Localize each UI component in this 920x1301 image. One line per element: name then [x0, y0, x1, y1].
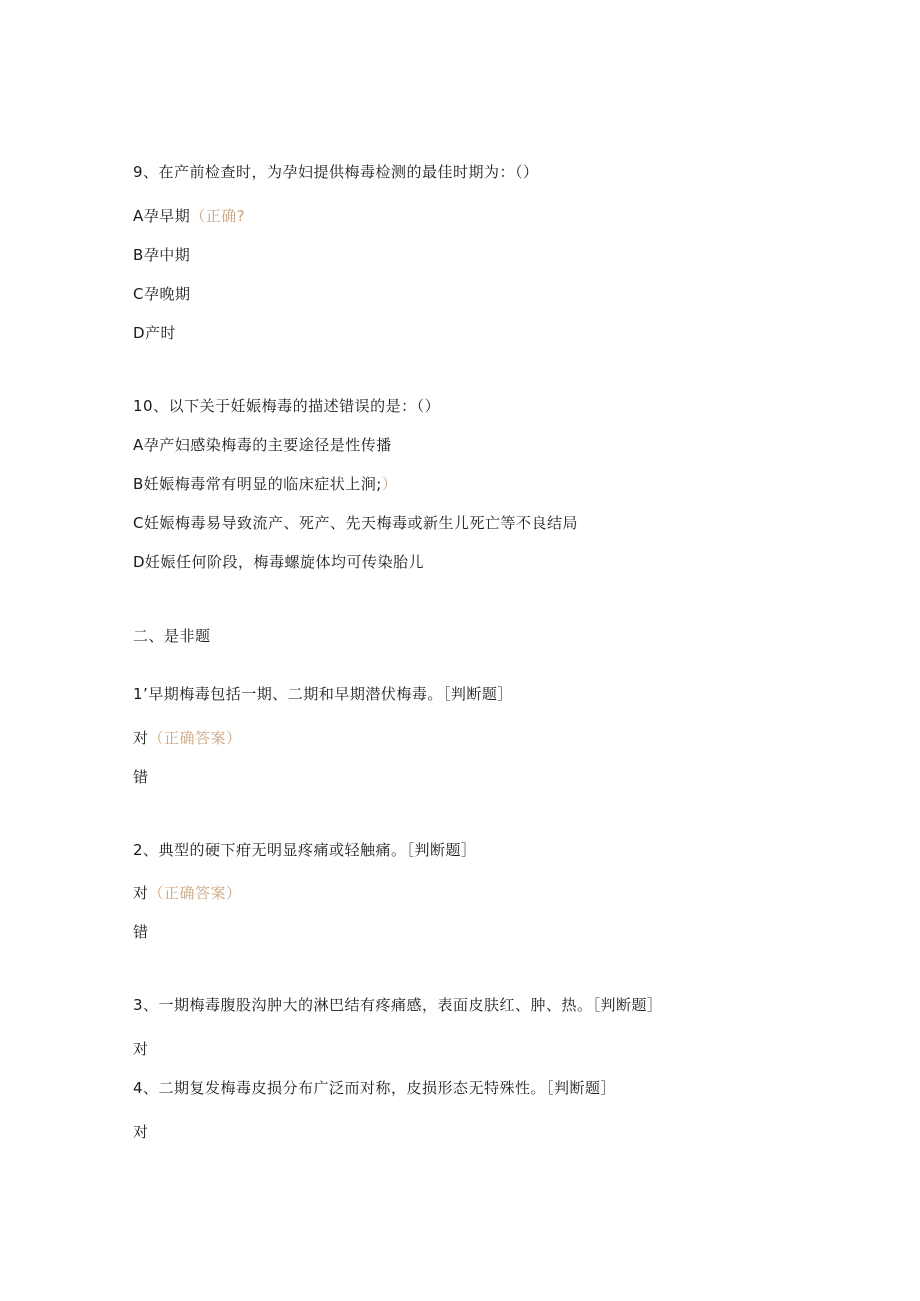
option-text: 错 [133, 768, 149, 786]
tf1-option-false [133, 767, 149, 787]
option-text: 对 [133, 729, 149, 747]
tf2-option-true [133, 883, 242, 903]
q9-option-d [133, 323, 176, 343]
option-text: A孕产妇感染梅毒的主要途径是性传播 [133, 436, 392, 454]
option-text: 错 [133, 923, 149, 941]
q9-option-c [133, 284, 190, 304]
tf-question-4-text: 4、二期复发梅毒皮损分布广泛而对称，皮损形态无特殊性。［判断题］ [133, 1079, 617, 1097]
tf-question-3-text: 3、一期梅毒腹股沟肿大的淋巴结有疼痛感，表面皮肤红、肿、热。［判断题］ [133, 996, 663, 1014]
option-text: D妊娠任何阶段，梅毒螺旋体均可传染胎儿 [133, 553, 425, 571]
option-text: 对 [133, 884, 149, 902]
option-text: D产时 [133, 324, 177, 342]
q10-option-a [133, 435, 392, 455]
option-text: C妊娠梅毒易导致流产、死产、先天梅毒或新生儿死亡等不良结局 [133, 514, 578, 532]
q10-option-d [133, 552, 424, 572]
q10-option-c [133, 513, 578, 533]
correct-answer-note: （正确答案） [148, 729, 242, 747]
tf4-option-true [133, 1122, 149, 1142]
q10-option-b [133, 474, 397, 494]
option-text: B孕中期 [133, 246, 191, 264]
tf1-option-true [133, 728, 242, 748]
correct-answer-note: （正确答案） [148, 884, 242, 902]
option-text: B妊娠梅毒常有明显的临床症状上涧; [133, 475, 382, 493]
question-9-text: 9、在产前检查时，为孕妇提供梅毒检测的最佳时期为：（） [133, 163, 539, 181]
q9-option-a [133, 206, 245, 226]
tf2-option-false [133, 922, 149, 942]
correct-answer-note: （正确? [190, 207, 246, 225]
option-text: 对 [133, 1123, 149, 1141]
tf-question-1-text: 1’早期梅毒包括一期、二期和早期潜伏梅毒。［判断题］ [133, 685, 513, 703]
tf-question-2-text: 2、典型的硬下疳无明显疼痛或轻触痛。［判断题］ [133, 841, 477, 859]
option-text: C孕晚期 [133, 285, 191, 303]
q9-option-b [133, 245, 190, 265]
question-10-text: 10、以下关于妊娠梅毒的描述错误的是：（） [133, 397, 441, 415]
section-heading: 二、是非题 [133, 627, 211, 645]
option-text: 对 [133, 1040, 149, 1058]
option-text: A孕早期 [133, 207, 191, 225]
correct-answer-note: ） [381, 475, 398, 493]
tf3-option-true [133, 1039, 149, 1059]
